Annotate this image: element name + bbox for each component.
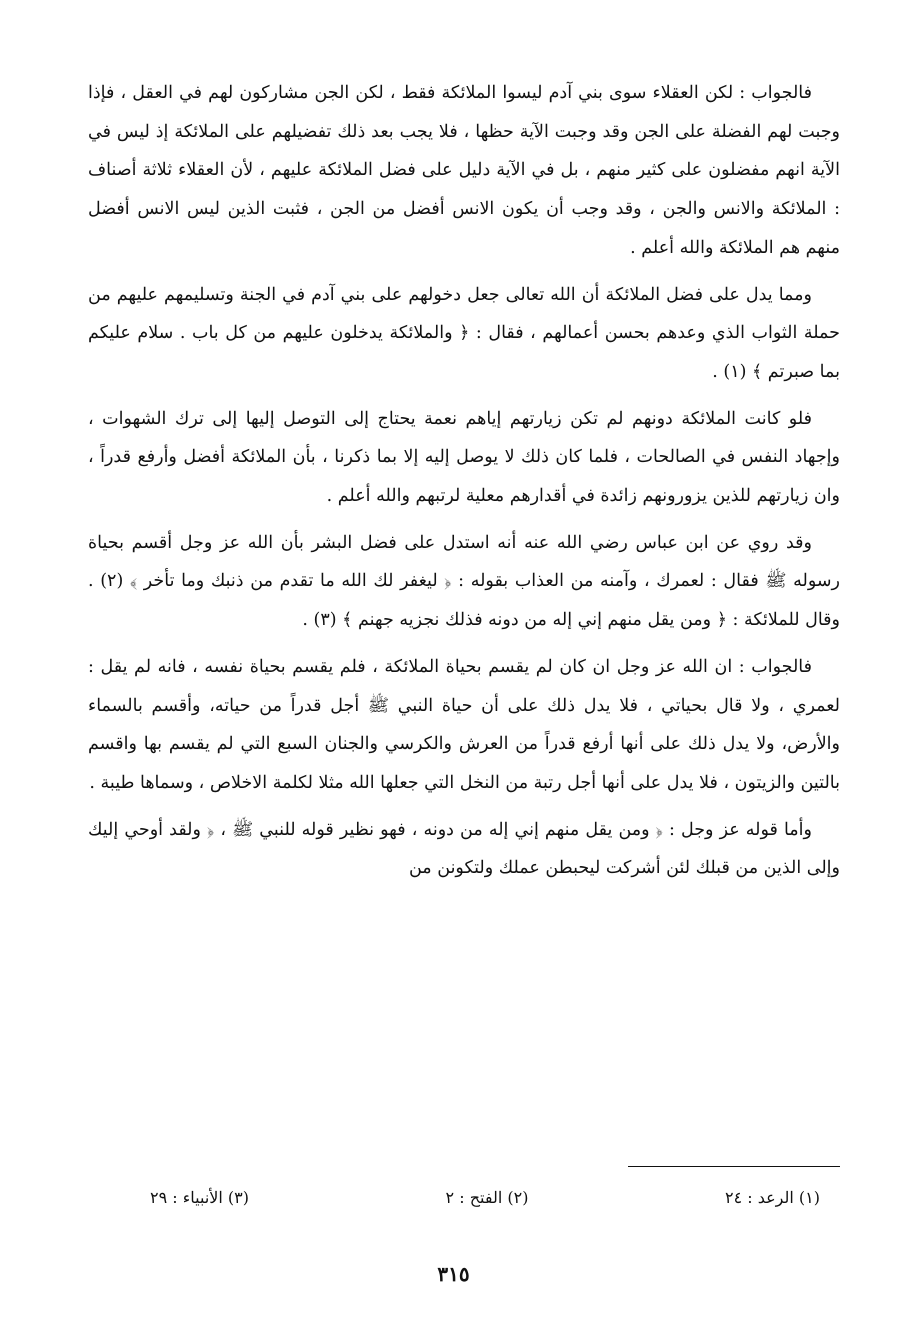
paragraph-1: فالجواب : لكن العقلاء سوى بني آدم ليسوا الملائكة فقط ، لكن الجن مشاركون لهم في العقل ، فإذا وجبت لهم الفضلة على الجن وقد وجبت الآية حظها ، فلا يجب بعد ذلك تفضيلهم على الملائكة إذ ليس في الآية انهم مفضلون على كثير منهم ، بل في الآية دليل على فضل الملائكة عليهم ، لأن العقلاء ثلاثة أصناف : الملائكة والانس والجن ، وقد وجب أن يكون الانس أفضل من الجن ، فثبت الذين ليس الانس أفضل منهم هم الملائكة والله أعلم . (88, 83, 840, 258)
paragraph-6: وأما قوله عز وجل : ﴿ ومن يقل منهم إني إله من دونه ، فهو نظير قوله للنبي ﷺ ، ﴿ ولقد أوحي إليك وإلى الذين من قبلك لئن أشركت ليحبطن عملك ولتكونن من (88, 819, 840, 879)
paragraph-4: وقد روي عن ابن عباس رضي الله عنه أنه استدل على فضل البشر بأن الله عز وجل أقسم بحياة رسوله ﷺ فقال : لعمرك ، وآمنه من العذاب بقوله : ﴿ ليغفر لك الله ما تقدم من ذنبك وما تأخر ﴾ (٢) . وقال للملائكة : ﴿ ومن يقل منهم إني إله من دونه فذلك نجزيه جهنم ﴾ (٣) . (88, 532, 841, 631)
paragraph-5: فالجواب : ان الله عز وجل ان كان لم يقسم بحياة الملائكة ، فلم يقسم بحياة نفسه ، فانه لم يقل : لعمري ، ولا قال بحياتي ، فلا يدل ذلك على أن حياة النبي ﷺ أجل قدراً من حياته، وأقسم بالسماء والأرض، ولا يدل ذلك على أنها أرفع قدراً من العرش والكرسي والجنان السبع التي لم يقسم بها واقسم بالتين والزيتون ، فلا يدل على أنها أجل رتبة من النخل التي جعلها الله مثلا لكلمة الاخلاص ، وسماها طيبة . (88, 656, 840, 793)
paragraph-3: فلو كانت الملائكة دونهم لم تكن زيارتهم إياهم نعمة يحتاج إلى التوصل إليها إلى ترك الشهوات ، وإجهاد النفس في الصالحات ، فلما كان ذلك لا يوصل إليه إلا بما ذكرنا ، بأن الملائكة أفضل وأرفع قدراً ، وان زيارتهم للذين يزورونهم زائدة في أقدارهم معلية لرتبهم والله أعلم . (88, 408, 840, 507)
footnote-2: (٢) الفتح : ٢ (445, 1188, 529, 1207)
page-body (88, 74, 840, 896)
footnotes (150, 1188, 820, 1207)
footnote-divider (628, 1166, 840, 1167)
footnote-3: (٣) الأنبياء : ٢٩ (150, 1188, 250, 1207)
footnote-1: (١) الرعد : ٢٤ (724, 1188, 820, 1207)
paragraph-2: ومما يدل على فضل الملائكة أن الله تعالى جعل دخولهم على بني آدم في الجنة وتسليمهم عليهم من حملة الثواب الذي وعدهم بحسن أعمالهم ، فقال : ﴿ والملائكة يدخلون عليهم من كل باب . سلام عليكم بما صبرتم ﴾ (١) . (88, 284, 840, 382)
page-number: ٣١٥ (437, 1262, 470, 1286)
